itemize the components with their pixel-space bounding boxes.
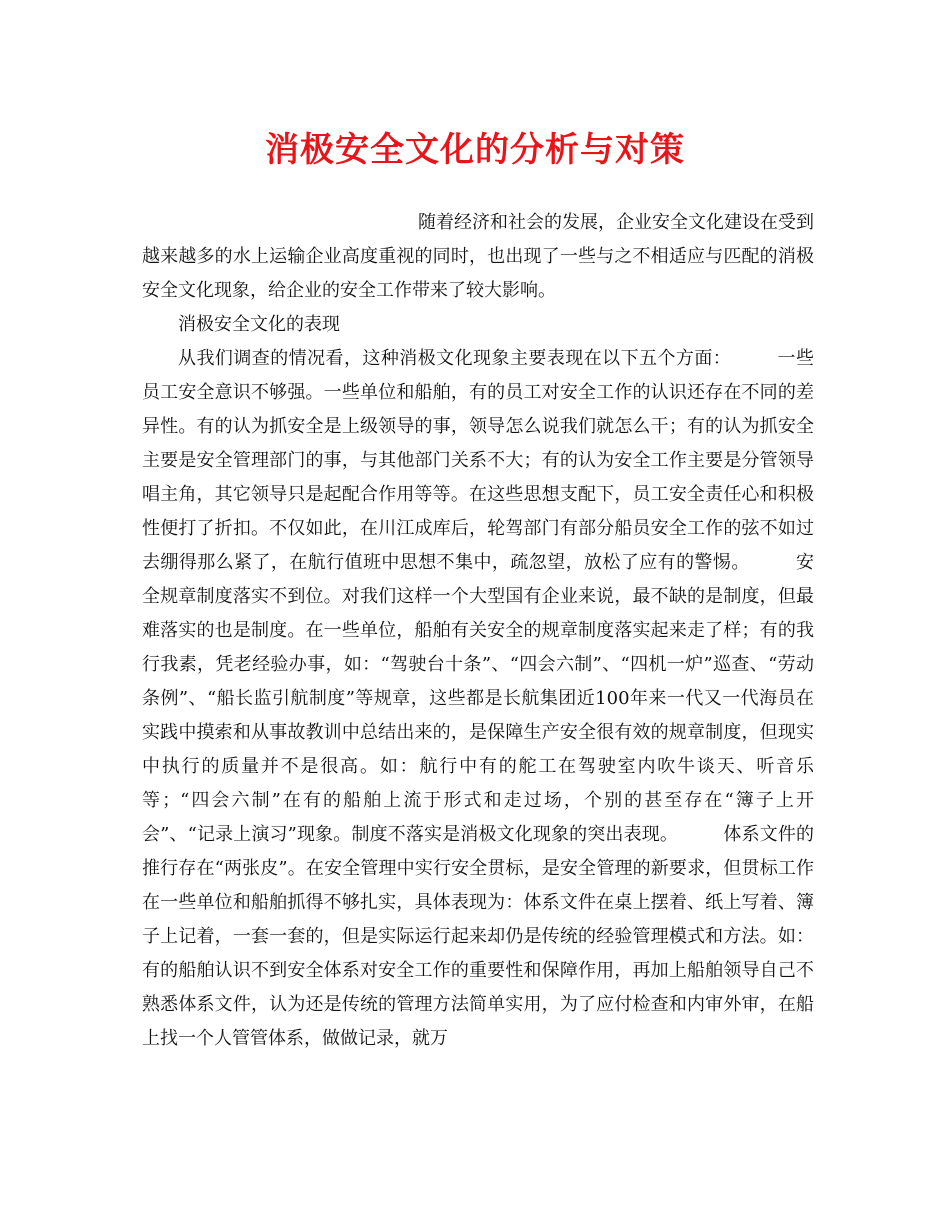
document-body (142, 206, 814, 1056)
document-title: 消极安全文化的分析与对策 (265, 130, 685, 170)
intro-paragraph: 随着经济和社会的发展，企业安全文化建设在受到越来越多的水上运输企业高度重视的同时，也出现了一些与之不相适应与匹配的消极安全文化现象，给企业的安全工作带来了较大影响。 (142, 212, 814, 301)
body-paragraph: 从我们调查的情况看，这种消极文化现象主要表现在以下五个方面： 一些员工安全意识不够强。一些单位和船舶，有的员工对安全工作的认识还存在不同的差异性。有的认为抓安全是上级领导的事，领导怎么说我们就怎么干；有的认为抓安全主要是安全管理部门的事，与其他部门关系不大；有的认为安全工作主要是分管领导唱主角，其它领导只是起配合作用等等。在这些思想支配下，员工安全责任心和积极性便打了折扣。不仅如此，在川江成库后，轮驾部门有部分船员安全工作的弦不如过去绷得那么紧了，在航行值班中思想不集中，疏忽望，放松了应有的警惕。 安全规章制度落实不到位。对我们这样一个大型国有企业来说，最不缺的是制度，但最难落实的也是制度。在一些单位，船舶有关安全的规章制度落实起来走了样；有的我行我素，凭老经验办事，如：“驾驶台十条”、“四会六制”、“四机一炉”巡查、“劳动条例”、“船长监引航制度”等规章，这些都是长航集团近100年来一代又一代海员在实践中摸索和从事故教训中总结出来的，是保障生产安全很有效的规章制度，但现实中执行的质量并不是很高。如：航行中有的舵工在驾驶室内吹牛谈天、听音乐等；“四会六制”在有的船舶上流于形式和走过场，个别的甚至存在“簿子上开会”、“记录上演习”现象。制度不落实是消极文化现象的突出表现。 体系文件的推行存在“两张皮”。在安全管理中实行安全贯标，是安全管理的新要求，但贯标工作在一些单位和船舶抓得不够扎实，具体表现为：体系文件在桌上摆着、纸上写着、簿子上记着，一套一套的，但是实际运行起来却仍是传统的经验管理模式和方法。如：有的船舶认识不到安全体系对安全工作的重要性和保障作用，再加上船舶领导自己不熟悉体系文件，认为还是传统的管理方法简单实用，为了应付检查和内审外审，在船上找一个人管管体系，做做记录，就万 (142, 348, 814, 1049)
section-heading: 消极安全文化的表现 (178, 314, 340, 335)
